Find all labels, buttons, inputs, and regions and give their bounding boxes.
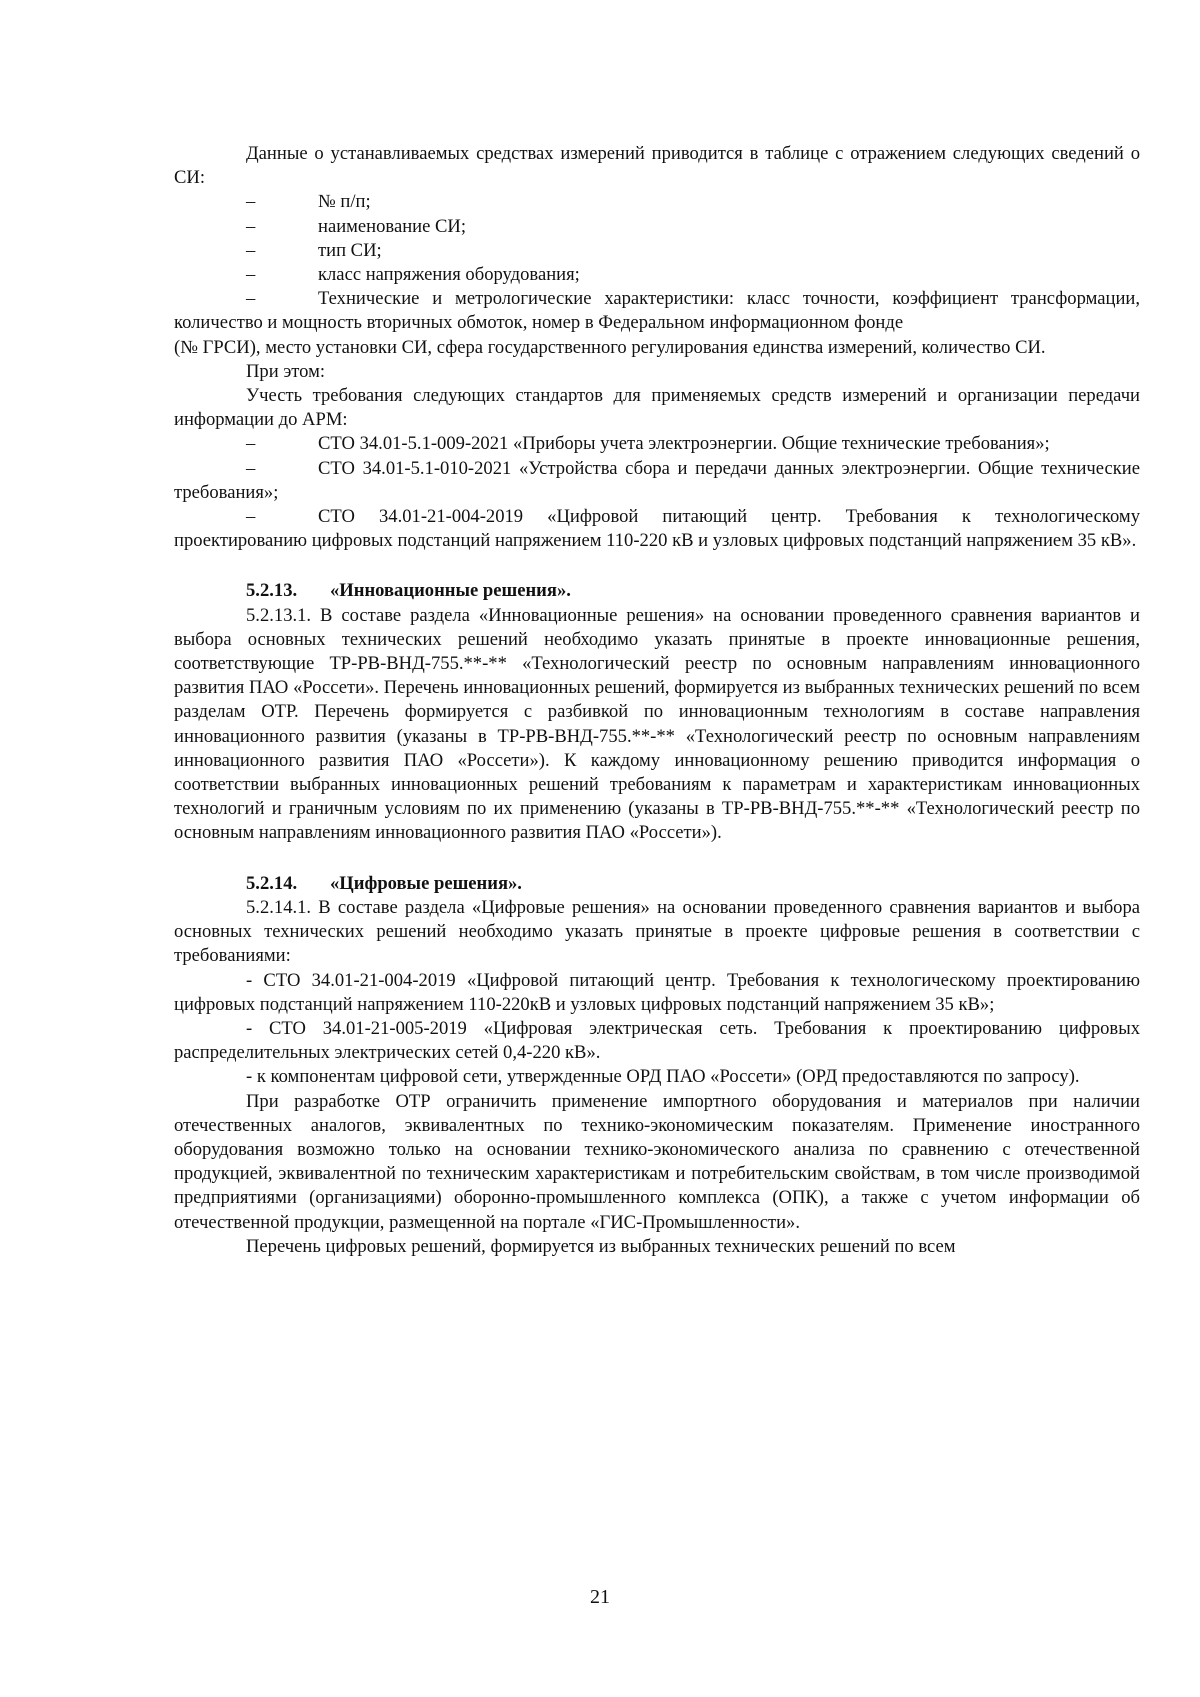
requirement-item: - СТО 34.01-21-004-2019 «Цифровой питающий центр. Требования к технологическому проектированию цифровых подстанций напряжением 110-220кВ и узловых цифровых подстанций напряжением 35 кВ»; (174, 969, 1140, 1015)
page-number: 21 (590, 1586, 610, 1608)
section-heading-5-2-13 (174, 579, 1140, 603)
document-page (174, 142, 1140, 1259)
list-item: – класс напряжения оборудования; (174, 263, 1140, 287)
section-number: 5.2.14. (246, 872, 298, 894)
paragraph-pri-etom: При этом: (246, 360, 326, 382)
paragraph-uchest: Учесть требования следующих стандартов для применяемых средств измерений и организации передачи информации до АРМ: (174, 385, 1140, 431)
dash-marker: – (246, 215, 256, 237)
dash-marker: – (246, 264, 256, 286)
dash-marker: – (246, 288, 256, 310)
import-paragraph: При разработке ОТР ограничить применение импортного оборудования и материалов при наличии отечественных аналогов, эквивалентных по технико-экономическим показателям. Применение иностранного оборудования возможно только на основании технико-экономического анализа по сравнению с отечественной продукцией, эквивалентной по техническим характеристикам и потребительским свойствам, в том числе производимой предприятиями (организациями) оборонно-промышленного комплекса (ОПК), а также с учетом информации об отечественной продукции, размещенной на портале «ГИС-Промышленности». (174, 1090, 1140, 1233)
dash-marker: – (246, 433, 256, 455)
section-heading-5-2-14 (174, 872, 1140, 896)
list-item: – Технические и метрологические характеристики: класс точности, коэффициент трансформации, количество и мощность вторичных обмоток, номер в Федеральном информационном фонде (174, 288, 1140, 334)
standard-item: – СТО 34.01-21-004-2019 «Цифровой питающий центр. Требования к технологическому проектированию цифровых подстанций напряжением 110-220 кВ и узловых цифровых подстанций напряжением 35 кВ». (174, 506, 1140, 552)
requirement-item: - СТО 34.01-21-005-2019 «Цифровая электрическая сеть. Требования к проектированию цифровых распределительных электрических сетей 0,4-220 кВ». (174, 1017, 1140, 1064)
list-item: – тип СИ; (174, 239, 1140, 263)
list-item-continuation: (№ ГРСИ), место установки СИ, сфера государственного регулирования единства измерений, количество СИ. (174, 336, 1046, 358)
intro-paragraph: Данные о устанавливаемых средствах измерений приводится в таблице с отражением следующих сведений о СИ: (174, 143, 1140, 189)
requirement-item: - к компонентам цифровой сети, утвержденные ОРД ПАО «Россети» (ОРД предоставляются по запросу). (246, 1066, 1080, 1088)
dash-marker: – (246, 506, 256, 528)
standard-item: – СТО 34.01-5.1-010-2021 «Устройства сбора и передачи данных электроэнергии. Общие технические требования»; (174, 457, 1140, 503)
dash-marker: – (246, 457, 256, 479)
section-body: 5.2.14.1. В составе раздела «Цифровые решения» на основании проведенного сравнения вариантов и выбора основных технических решений необходимо указать принятые в проекте цифровые решения в соответствии с требованиями: (174, 896, 1140, 967)
section-title: «Инновационные решения». (330, 580, 571, 602)
last-paragraph: Перечень цифровых решений, формируется из выбранных технических решений по всем (246, 1235, 956, 1257)
list-item: – наименование СИ; (174, 215, 1140, 239)
section-number: 5.2.13. (246, 580, 298, 602)
list-item: – № п/п; (174, 190, 1140, 214)
standard-item: – СТО 34.01-5.1-009-2021 «Приборы учета электроэнергии. Общие технические требования»; (174, 432, 1140, 456)
section-title: «Цифровые решения». (330, 872, 522, 894)
dash-marker: – (246, 191, 256, 213)
dash-marker: – (246, 239, 256, 261)
section-body: 5.2.13.1. В составе раздела «Инновационные решения» на основании проведенного сравнения вариантов и выбора основных технических решений необходимо указать принятые в проекте инновационные решения, соответствующие ТР-РВ-ВНД-755.**-** «Технологический реестр по основным направлениям инновационного развития ПАО «Россети». Перечень инновационных решений, формируется из выбранных технических решений по всем разделам ОТР. Перечень формируется с разбивкой по инновационным технологиям в составе направления инновационного развития (указаны в ТР-РВ-ВНД-755.**-** «Технологический реестр по основным направлениям инновационного развития ПАО «Россети»). К каждому инновационному решению приводится информация о соответствии выбранных инновационных решений требованиям к параметрам и характеристикам инновационных технологий и граничным условиям по их применению (указаны в ТР-РВ-ВНД-755.**-** «Технологический реестр по основным направлениям инновационного развития ПАО «Россети»). (174, 604, 1140, 844)
